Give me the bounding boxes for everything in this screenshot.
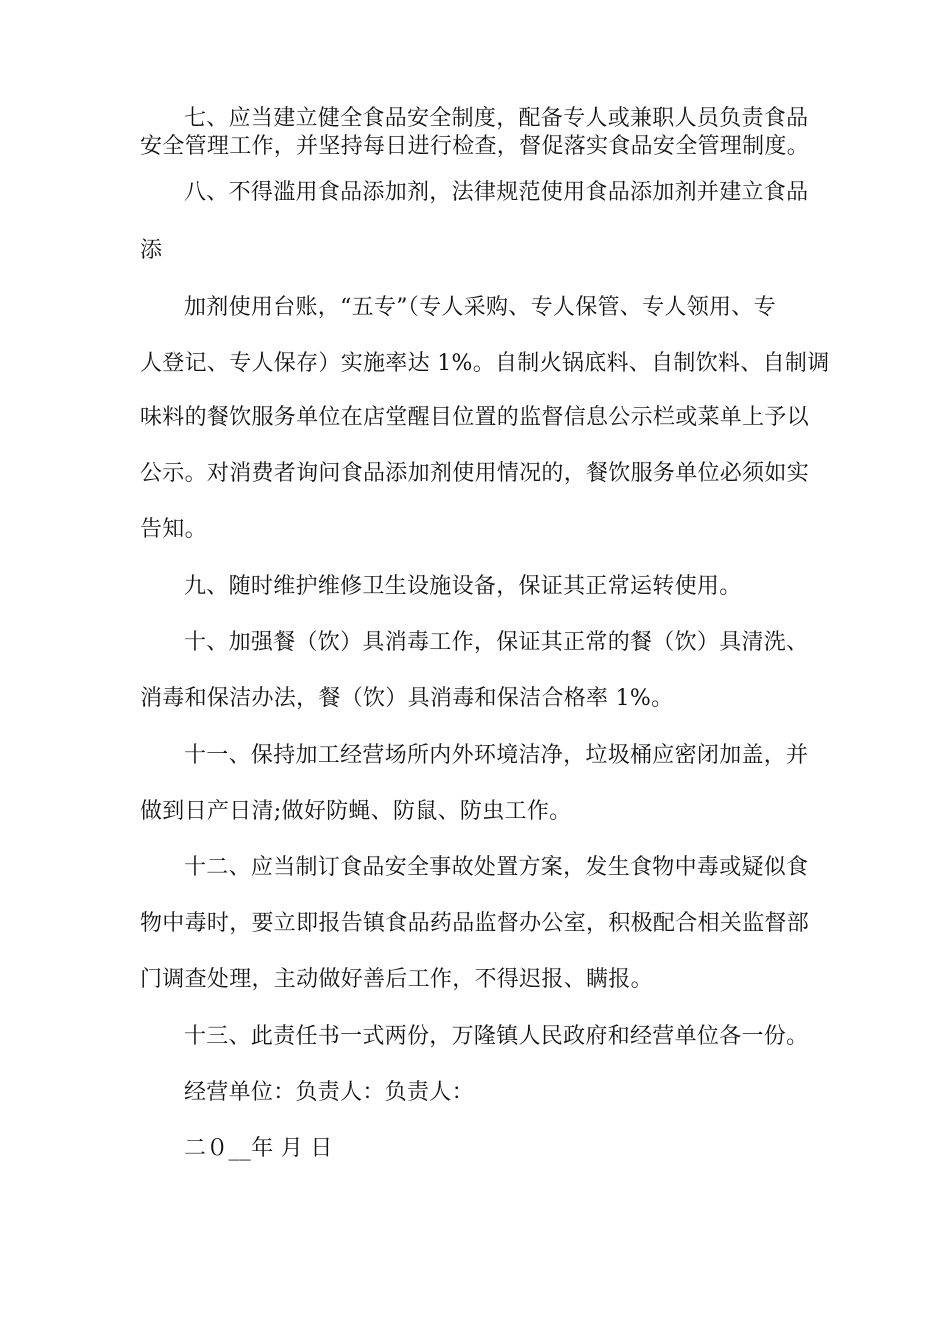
clause-10-line-2: 消毒和保洁办法，餐（饮）具消毒和保洁合格率 1%。 (140, 686, 674, 711)
date-line: 二０__年 月 日 (184, 1136, 333, 1161)
clause-11-line-2: 做到日产日清;做好防蝇、防鼠、防虫工作。 (140, 799, 572, 824)
clause-8-line-2: 添 (140, 238, 163, 263)
clause-13-line-1: 十三、此责任书一式两份，万隆镇人民政府和经营单位各一份。 (184, 1024, 809, 1049)
clause-12-line-2: 物中毒时，要立即报告镇食品药品监督办公室，积极配合相关监督部 (140, 911, 810, 936)
clause-7-line-2: 安全管理工作，并坚持每日进行检查，督促落实食品安全管理制度。 (140, 134, 810, 159)
clause-8-line-6: 公示。对消费者询问食品添加剂使用情况的，餐饮服务单位必须如实 (140, 461, 810, 486)
clause-11-line-1: 十一、保持加工经营场所内外环境洁净，垃圾桶应密闭加盖，并 (184, 743, 809, 768)
clause-7-line-1: 七、应当建立健全食品安全制度，配备专人或兼职人员负责食品 (184, 106, 809, 131)
clause-8-line-5: 味料的餐饮服务单位在店堂醒目位置的监督信息公示栏或菜单上予以 (140, 405, 810, 430)
clause-8-line-3: 加剂使用台账，“五专”（专人采购、专人保管、专人领用、专 (184, 295, 776, 320)
clause-12-line-1: 十二、应当制订食品安全事故处置方案，发生食物中毒或疑似食 (184, 855, 809, 880)
clause-8-line-4: 人登记、专人保存）实施率达 1%。自制火锅底料、自制饮料、自制调 (140, 351, 830, 376)
clause-9-line-1: 九、随时维护维修卫生设施设备，保证其正常运转使用。 (184, 574, 742, 599)
clause-10-line-1: 十、加强餐（饮）具消毒工作，保证其正常的餐（饮）具清洗、 (184, 630, 809, 655)
clause-12-line-3: 门调查处理，主动做好善后工作，不得迟报、瞒报。 (140, 967, 653, 992)
clause-8-line-1: 八、不得滥用食品添加剂，法律规范使用食品添加剂并建立食品 (184, 180, 809, 205)
signature-line: 经营单位：负责人：负责人： (184, 1080, 474, 1105)
clause-8-line-7: 告知。 (140, 517, 207, 542)
